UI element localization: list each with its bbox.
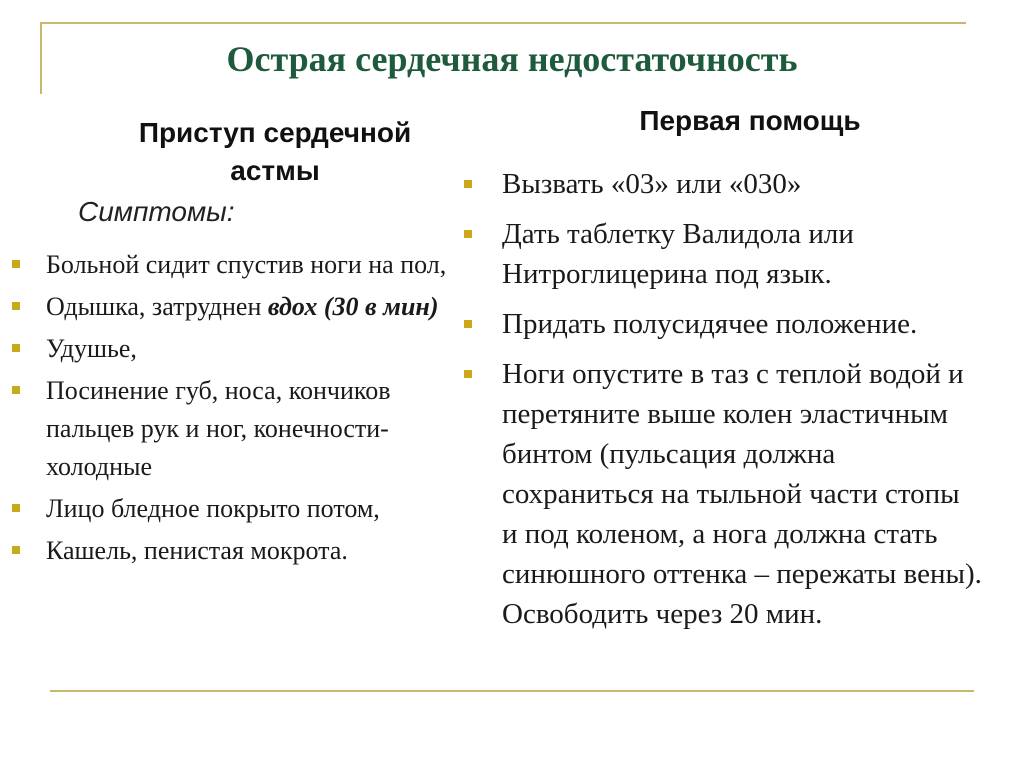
bullet-icon xyxy=(464,230,472,238)
item-text: Придать полусидячее положение. xyxy=(502,308,918,340)
bullet-icon xyxy=(12,302,20,310)
list-item xyxy=(12,490,462,528)
item-text: Лицо бледное покрыто потом, xyxy=(46,494,380,523)
bullet-icon xyxy=(464,320,472,328)
bullet-icon xyxy=(12,260,20,268)
bottom-rule xyxy=(50,690,974,692)
bullet-icon xyxy=(12,546,20,554)
list-item xyxy=(12,246,462,284)
first-aid-list xyxy=(462,164,982,644)
list-item xyxy=(462,354,982,634)
symptoms-list xyxy=(12,246,462,574)
bullet-icon xyxy=(12,386,20,394)
item-text: Дать таблетку Валидола или Нитроглицерина под язык. xyxy=(502,218,854,290)
page-title: Острая сердечная недостаточность xyxy=(226,39,798,79)
list-item xyxy=(12,288,462,326)
list-item xyxy=(12,532,462,570)
item-text: Ноги опустите в таз с теплой водой и перетяните выше колен эластичным бинтом (пульсация должна сохраниться на тыльной части стопы и под коленом, а нога должна стать синюшного оттенка – пережаты вены). Освободить через 20 мин. xyxy=(502,358,982,630)
bullet-icon xyxy=(12,344,20,352)
bullet-icon xyxy=(12,504,20,512)
list-item xyxy=(12,372,462,486)
item-text: Удушье, xyxy=(46,334,137,363)
left-column-heading: Приступ сердечной астмы xyxy=(138,117,412,186)
list-item xyxy=(462,164,982,204)
item-text: Больной сидит спустив ноги на пол, xyxy=(46,250,447,279)
bullet-icon xyxy=(464,370,472,378)
top-rule xyxy=(40,22,966,24)
item-emphasis: вдох (30 в мин) xyxy=(267,292,439,321)
symptoms-subheading: Симптомы: xyxy=(78,196,235,227)
list-item xyxy=(462,214,982,294)
item-text: Одышка, затруднен xyxy=(46,292,268,321)
bullet-icon xyxy=(464,180,472,188)
list-item xyxy=(12,330,462,368)
item-text: Вызвать «03» или «030» xyxy=(502,168,802,200)
right-column-heading: Первая помощь xyxy=(639,105,861,136)
list-item xyxy=(462,304,982,344)
item-text: Посинение губ, носа, кончиков пальцев рук и ног, конечности-холодные xyxy=(46,376,391,481)
item-text: Кашель, пенистая мокрота. xyxy=(46,536,348,565)
